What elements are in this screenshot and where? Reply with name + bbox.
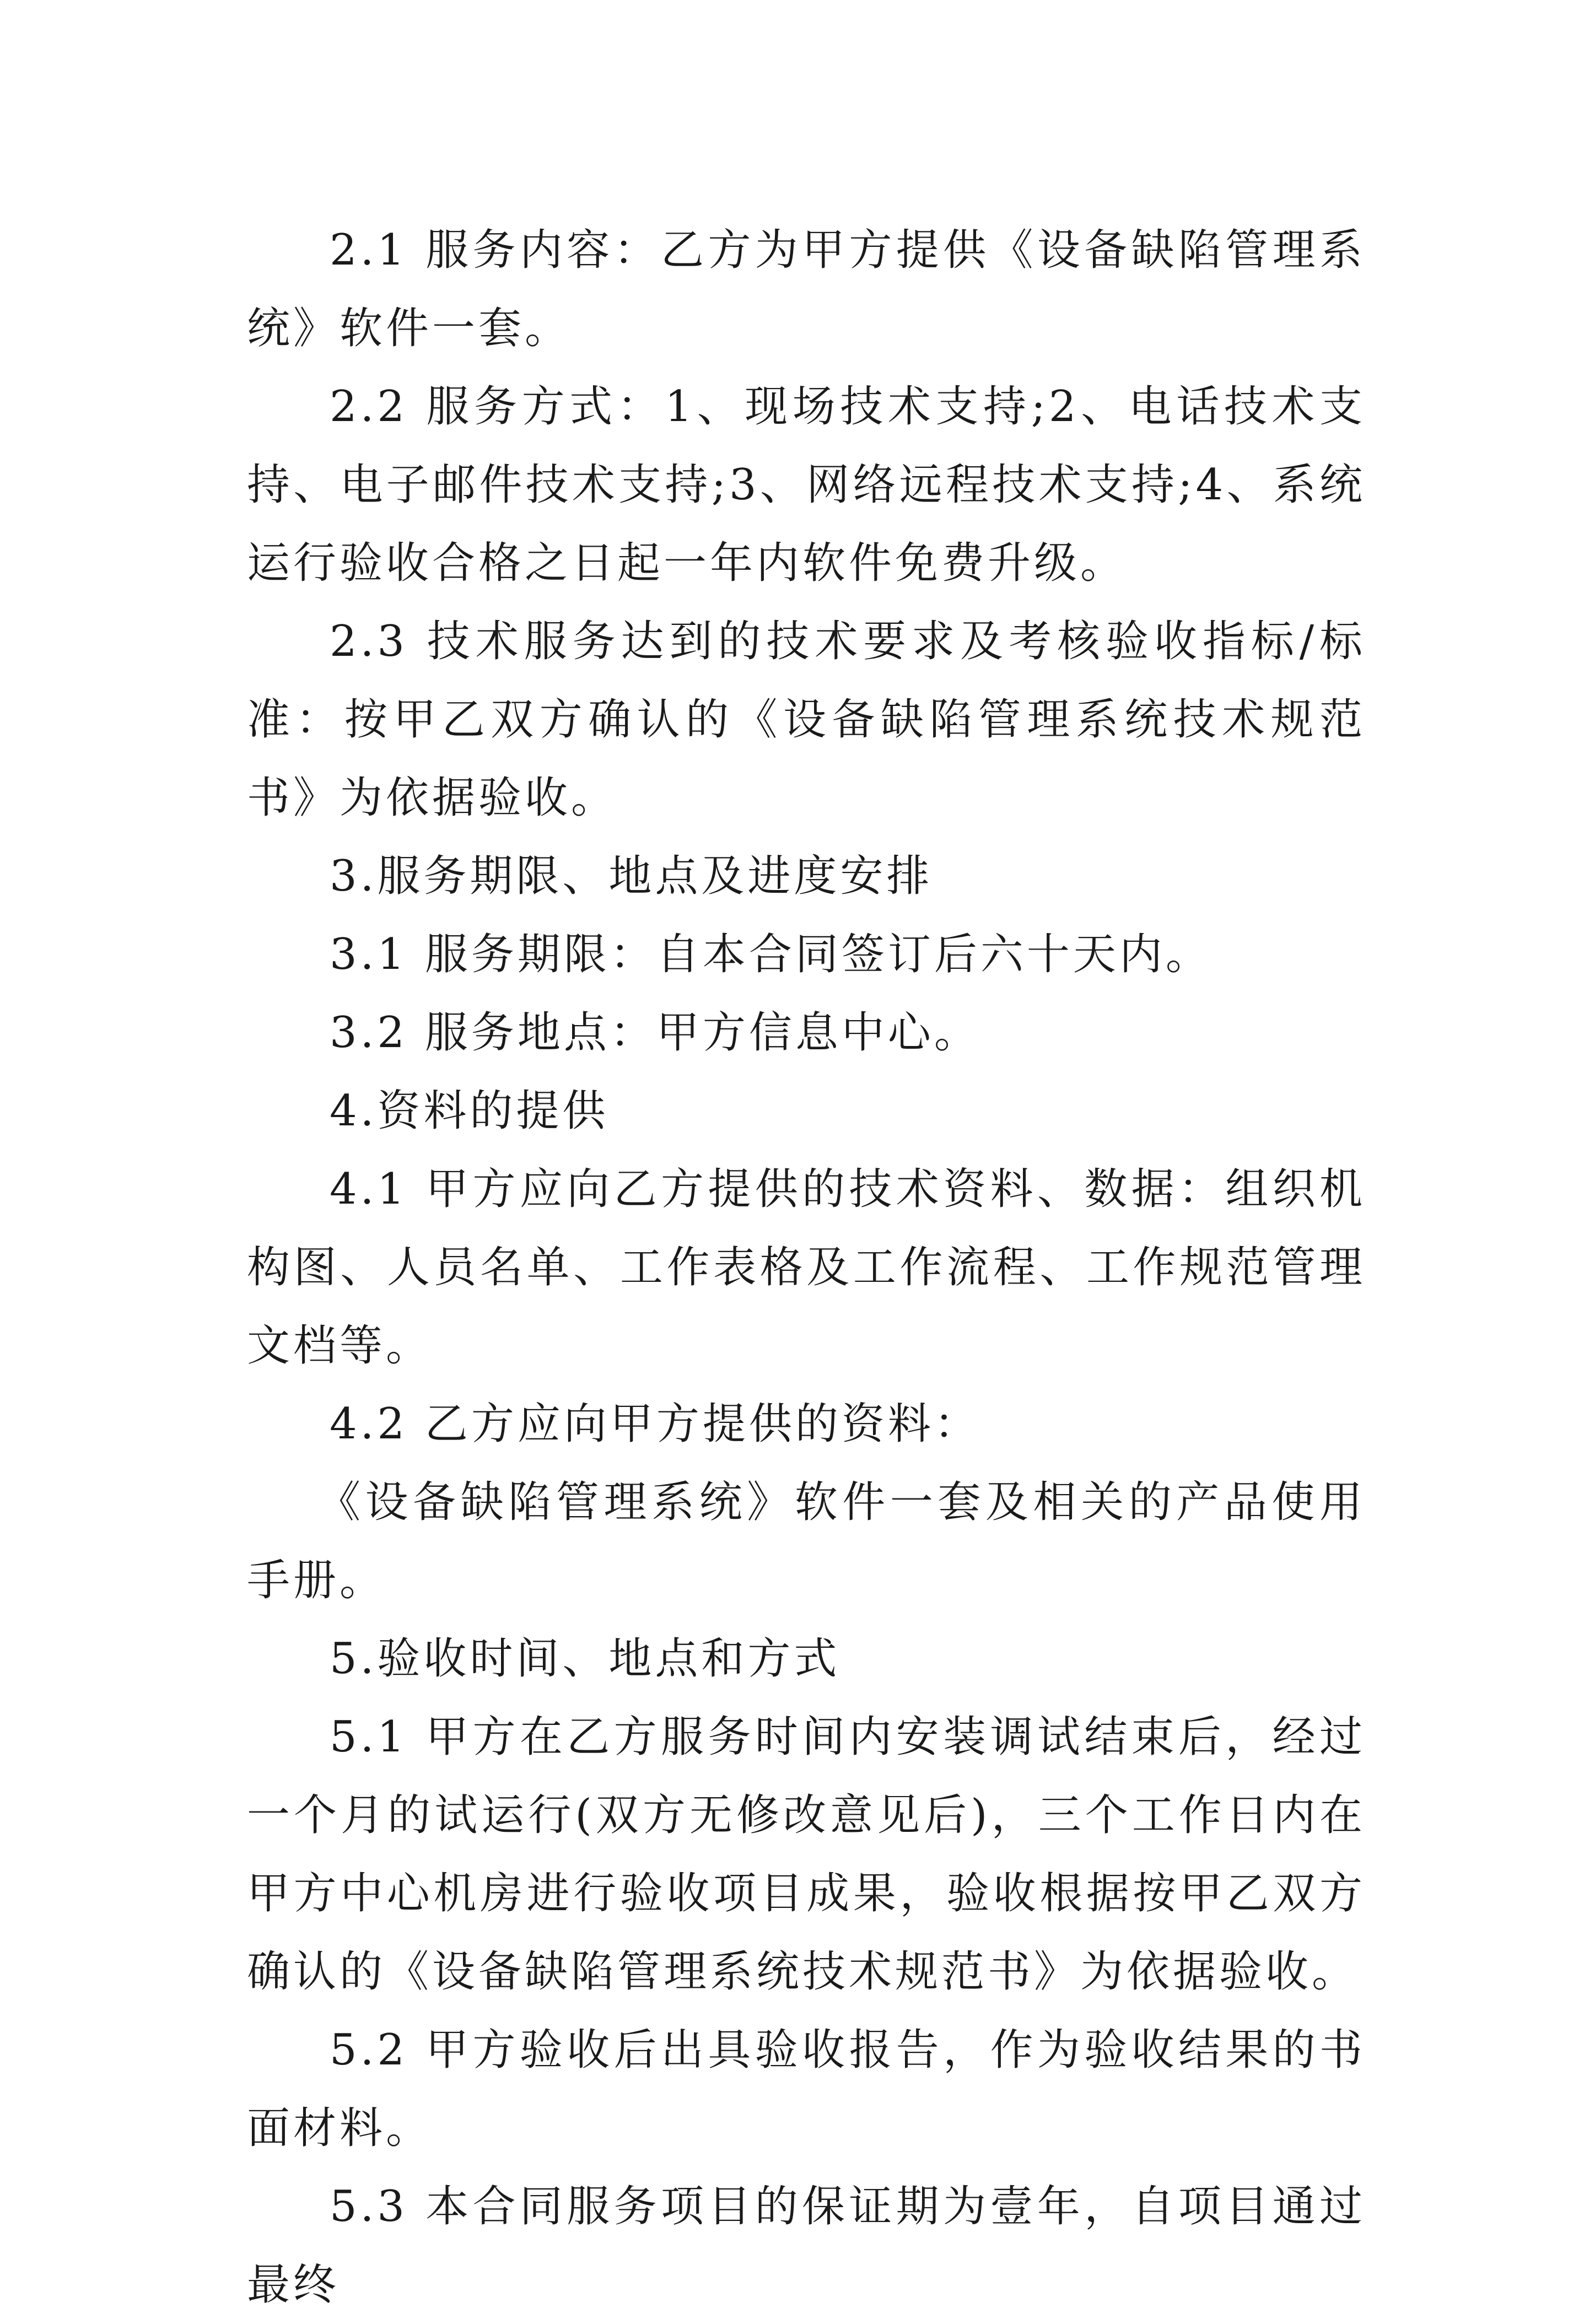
clause-5-2: 5.2 甲方验收后出具验收报告，作为验收结果的书面材料。 [247,2025,1366,2153]
clause-4-2-detail: 《设备缺陷管理系统》软件一套及相关的产品使用手册。 [247,1478,1366,1605]
clause-5-3: 5.3 本合同服务项目的保证期为壹年，自项目通过最终 [247,2182,1366,2310]
clause-3-1: 3.1 服务期限：自本合同签订后六十天内。 [330,930,1212,979]
clause-4-1: 4.1 甲方应向乙方提供的技术资料、数据：组织机构图、人员名单、工作表格及工作流程、工作规范管理文档等。 [247,1164,1366,1371]
section-4-heading: 4.资料的提供 [330,1086,609,1136]
clause-2-1: 2.1 服务内容：乙方为甲方提供《设备缺陷管理系统》软件一套。 [247,225,1366,353]
section-5-heading: 5.验收时间、地点和方式 [330,1634,840,1684]
clause-5-1: 5.1 甲方在乙方服务时间内安装调试结束后，经过一个月的试运行(双方无修改意见后)，三个工作日内在甲方中心机房进行验收项目成果，验收根据按甲乙双方确认的《设备缺陷管理系统技术规范书》为依据验收。 [247,1712,1366,1997]
clause-2-3: 2.3 技术服务达到的技术要求及考核验收指标/标准：按甲乙双方确认的《设备缺陷管理系统技术规范书》为依据验收。 [247,617,1366,823]
document-body [247,211,1366,2324]
clause-4-2: 4.2 乙方应向甲方提供的资料： [330,1399,980,1449]
clause-3-2: 3.2 服务地点：甲方信息中心。 [330,1008,980,1058]
section-3-heading: 3.服务期限、地点及进度安排 [330,851,933,901]
clause-2-2: 2.2 服务方式：1、现场技术支持;2、电话技术支持、电子邮件技术支持;3、网络远程技术支持;4、系统运行验收合格之日起一年内软件免费升级。 [247,382,1366,588]
